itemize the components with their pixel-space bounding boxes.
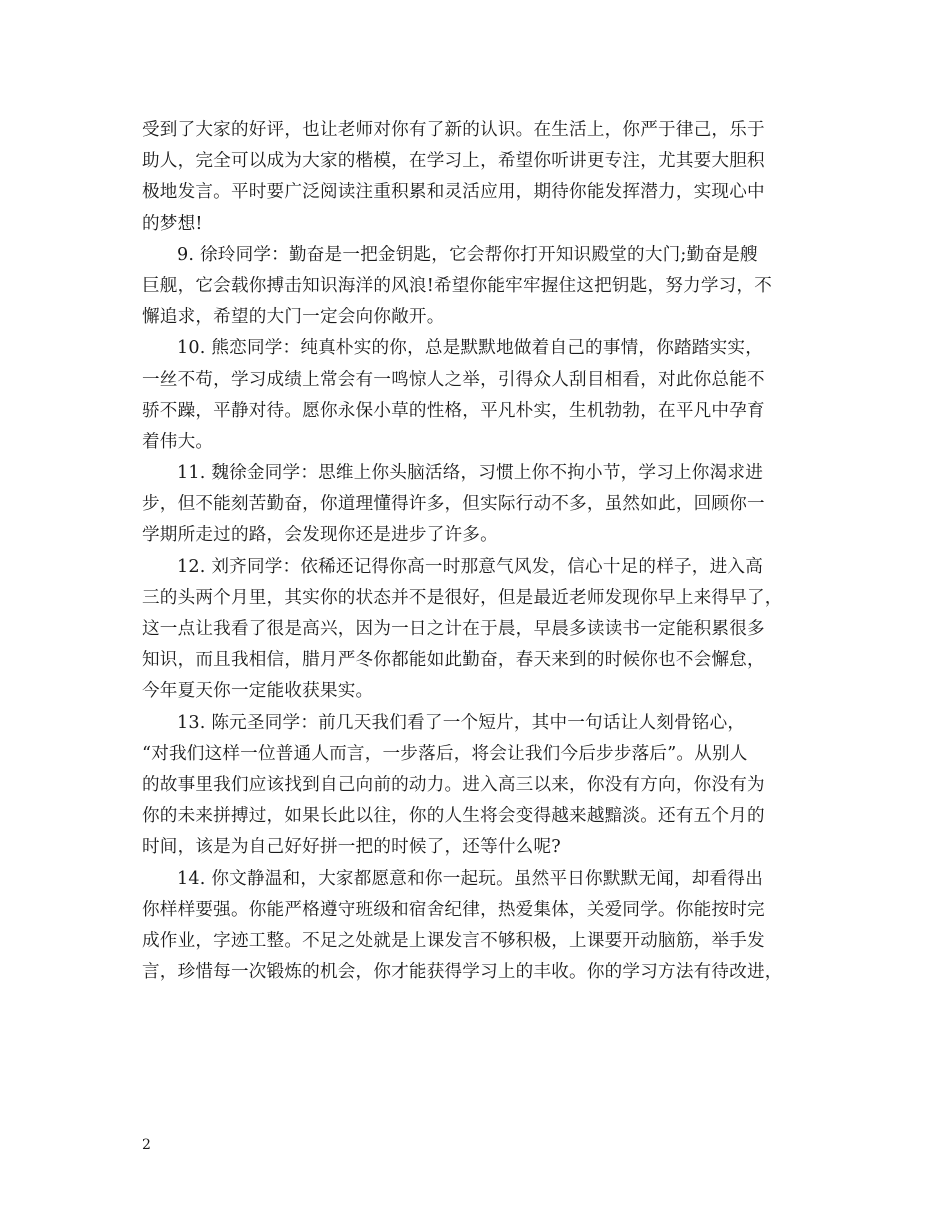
text-line: 今年夏天你一定能收获果实。 — [142, 681, 374, 702]
text-line: 一丝不苟，学习成绩上常会有一鸣惊人之举，引得众人刮目相看，对此你总能不 — [142, 369, 765, 390]
text-line: 这一点让我看了很是高兴，因为一日之计在于晨，早晨多读读书一定能积累很多 — [142, 619, 765, 639]
text-line: 言，珍惜每一次锻炼的机会，你才能获得学习上的丰收。你的学习方法有待改进， — [142, 962, 783, 983]
text-line: 你样样要强。你能严格遵守班级和宿舍纪律，热爱集体，关爱同学。你能按时完 — [142, 899, 765, 920]
text-line: 巨舰，它会载你搏击知识海洋的风浪!希望你能牢牢握住这把钥匙，努力学习，不 — [142, 275, 773, 296]
text-line: 的梦想! — [142, 213, 203, 234]
text-line: 学期所走过的路，会发现你还是进步了许多。 — [142, 525, 498, 546]
text-line: 骄不躁，平静对待。愿你永保小草的性格，平凡朴实，生机勃勃，在平凡中孕育 — [142, 400, 765, 421]
document-body — [142, 115, 822, 988]
paragraph-start-line: 10. 熊恋同学：纯真朴实的你，总是默默地做着自己的事情，你踏踏实实， — [177, 338, 763, 359]
text-line: 成作业，字迹工整。不足之处就是上课发言不够积极，上课要开动脑筋，举手发 — [142, 930, 765, 951]
text-line: 助人，完全可以成为大家的楷模，在学习上，希望你听讲更专注，尤其要大胆积 — [142, 151, 765, 172]
paragraph-start-line: 12. 刘齐同学：依稀还记得你高一时那意气风发，信心十足的样子，进入高 — [177, 556, 763, 577]
paragraph-start-line: 9. 徐玲同学：勤奋是一把金钥匙，它会帮你打开知识殿堂的大门;勤奋是艘 — [177, 244, 758, 265]
text-line: 步，但不能刻苦勤奋，你道理懂得许多，但实际行动不多，虽然如此，回顾你一 — [142, 494, 765, 515]
text-line: 受到了大家的好评，也让老师对你有了新的认识。在生活上，你严于律己，乐于 — [142, 120, 765, 140]
paragraph-start-line: 11. 魏徐金同学：思维上你头脑活络，习惯上你不拘小节，学习上你渴求进 — [177, 463, 763, 484]
page-number: 2 — [142, 1137, 151, 1153]
text-line: 的故事里我们应该找到自己向前的动力。进入高三以来，你没有方向，你没有为 — [142, 774, 765, 795]
text-line: “对我们这样一位普通人而言，一步落后，将会让我们今后步步落后”。从别人 — [142, 743, 748, 764]
text-line: 你的未来拼搏过，如果长此以往，你的人生将会变得越来越黯淡。还有五个月的 — [142, 806, 765, 827]
text-line: 三的头两个月里，其实你的状态并不是很好，但是最近老师发现你早上来得早了， — [142, 587, 783, 608]
text-line: 懈追求，希望的大门一定会向你敞开。 — [142, 307, 445, 328]
text-line: 着伟大。 — [142, 431, 214, 452]
text-line: 时间，该是为自己好好拼一把的时候了，还等什么呢? — [142, 837, 561, 858]
paragraph-start-line: 14. 你文静温和，大家都愿意和你一起玩。虽然平日你默默无闻，却看得出 — [177, 868, 763, 889]
paragraph-start-line: 13. 陈元圣同学：前几天我们看了一个短片，其中一句话让人刻骨铭心， — [177, 712, 746, 733]
text-line: 极地发言。平时要广泛阅读注重积累和灵活应用，期待你能发挥潜力，实现心中 — [142, 182, 765, 203]
text-line: 知识，而且我相信，腊月严冬你都能如此勤奋，春天来到的时候你也不会懈怠， — [142, 650, 765, 671]
